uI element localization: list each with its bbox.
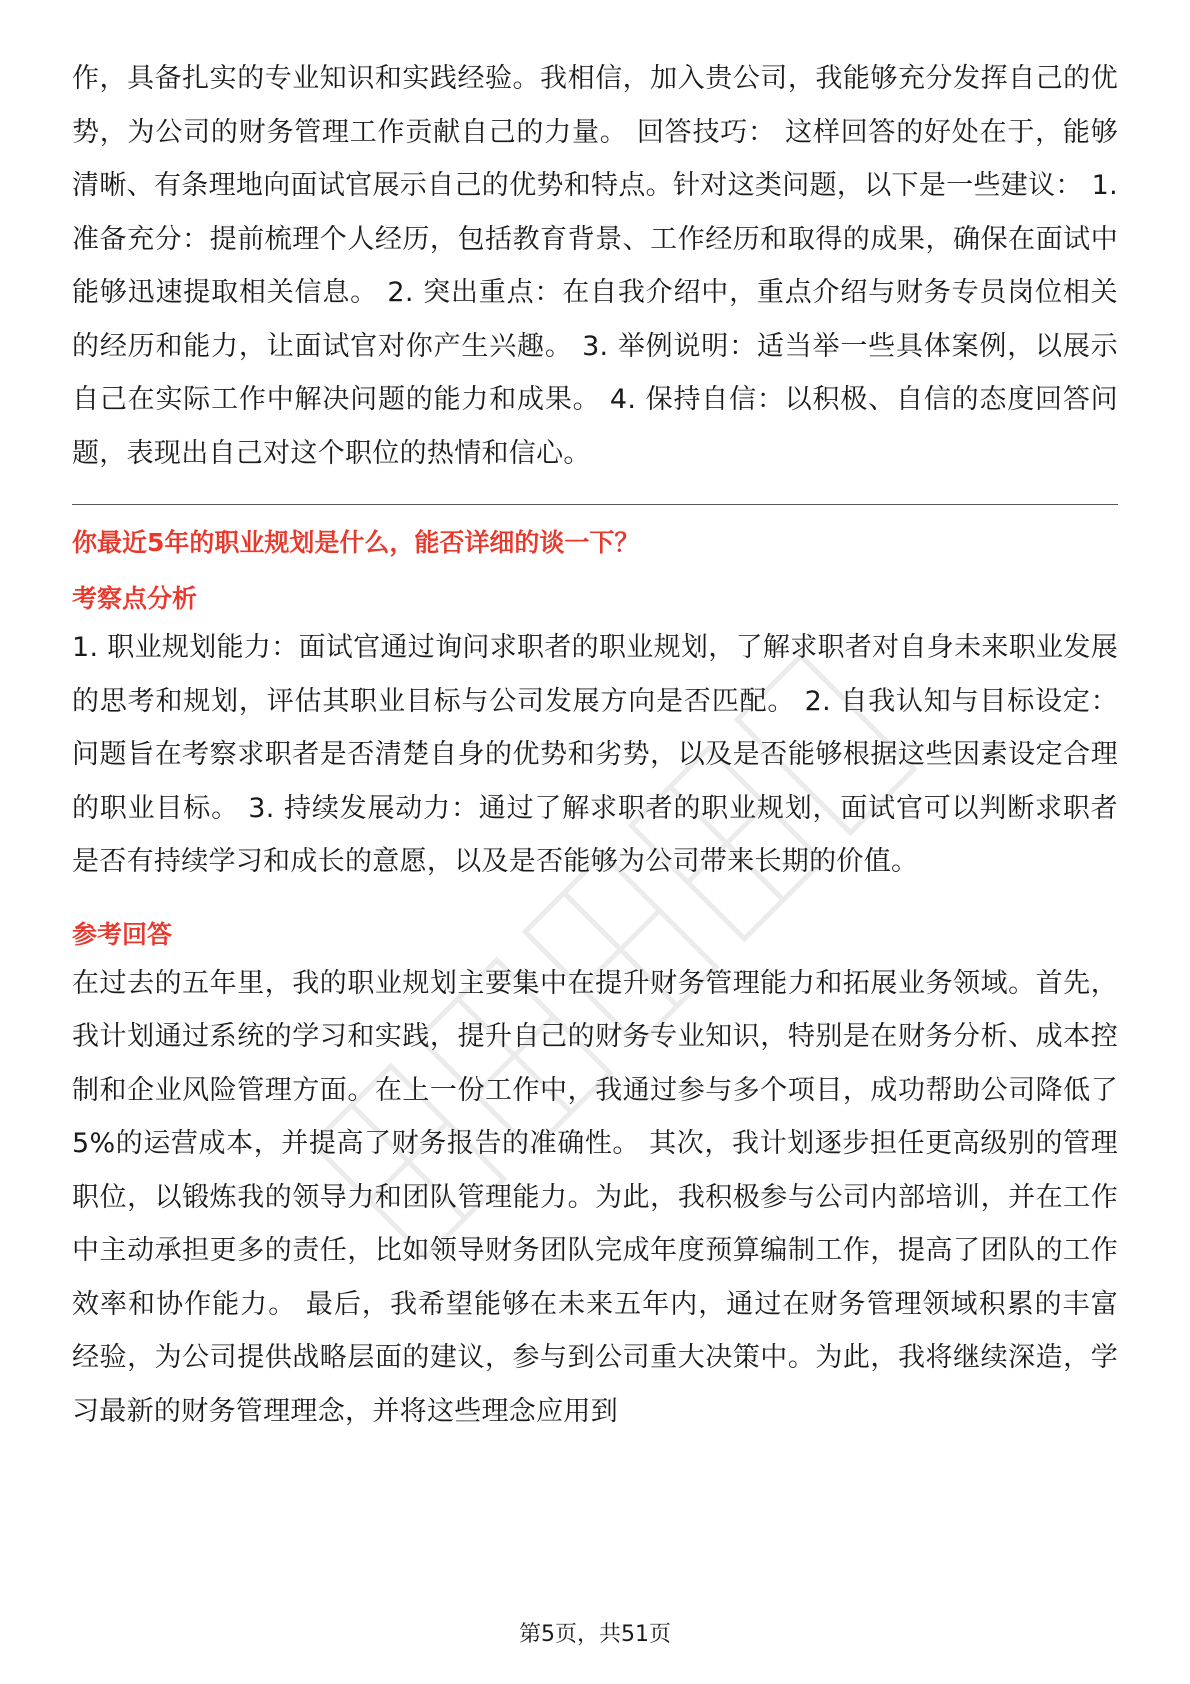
question-heading: 你最近5年的职业规划是什么，能否详细的谈一下？ — [72, 528, 640, 557]
reference-title: 参考回答 — [72, 919, 173, 949]
page-content — [72, 52, 1118, 1438]
intro-paragraph: 作，具备扎实的专业知识和实践经验。我相信，加入贵公司，我能够充分发挥自己的优势，为公司的财务管理工作贡献自己的力量。 回答技巧： 这样回答的好处在于，能够清晰、有条理地向面试官展示自己的优势和特点。针对这类问题，以下是一些建议： 1. 准备充分：提前梳理个人经历，包括教育背景、工作经历和取得的成果，确保在面试中能够迅速提取相关信息。 2. 突出重点：在自我介绍中，重点介绍与财务专员岗位相关的经历和能力，让面试官对你产生兴趣。 3. 举例说明：适当举一些具体案例，以展示自己在实际工作中解决问题的能力和成果。 4. 保持自信：以积极、自信的态度回答问题，表现出自己对这个职位的热情和信心。 — [72, 63, 1118, 469]
analysis-title: 考察点分析 — [72, 584, 198, 613]
reference-body: 在过去的五年里，我的职业规划主要集中在提升财务管理能力和拓展业务领域。首先，我计划通过系统的学习和实践，提升自己的财务专业知识，特别是在财务分析、成本控制和企业风险管理方面。在上一份工作中，我通过参与多个项目，成功帮助公司降低了5%的运营成本，并提高了财务报告的准确性。 其次，我计划逐步担任更高级别的管理职位，以锻炼我的领导力和团队管理能力。为此，我积极参与公司内部培训，并在工作中主动承担更多的责任，比如领导财务团队完成年度预算编制工作，提高了团队的工作效率和协作能力。 最后，我希望能够在未来五年内，通过在财务管理领域积累的丰富经验，为公司提供战略层面的建议，参与到公司重大决策中。为此，我将继续深造，学习最新的财务管理理念，并将这些理念应用到 — [72, 967, 1118, 1427]
analysis-body: 1. 职业规划能力：面试官通过询问求职者的职业规划，了解求职者对自身未来职业发展的思考和规划，评估其职业目标与公司发展方向是否匹配。 2. 自我认知与目标设定：问题旨在考察求职者是否清楚自身的优势和劣势，以及是否能够根据这些因素设定合理的职业目标。 3. 持续发展动力：通过了解求职者的职业规划，面试官可以判断求职者是否有持续学习和成长的意愿，以及是否能够为公司带来长期的价值。 — [72, 632, 1118, 877]
section-divider — [72, 504, 1118, 505]
page-footer: 第5页，共51页 — [519, 1622, 671, 1647]
